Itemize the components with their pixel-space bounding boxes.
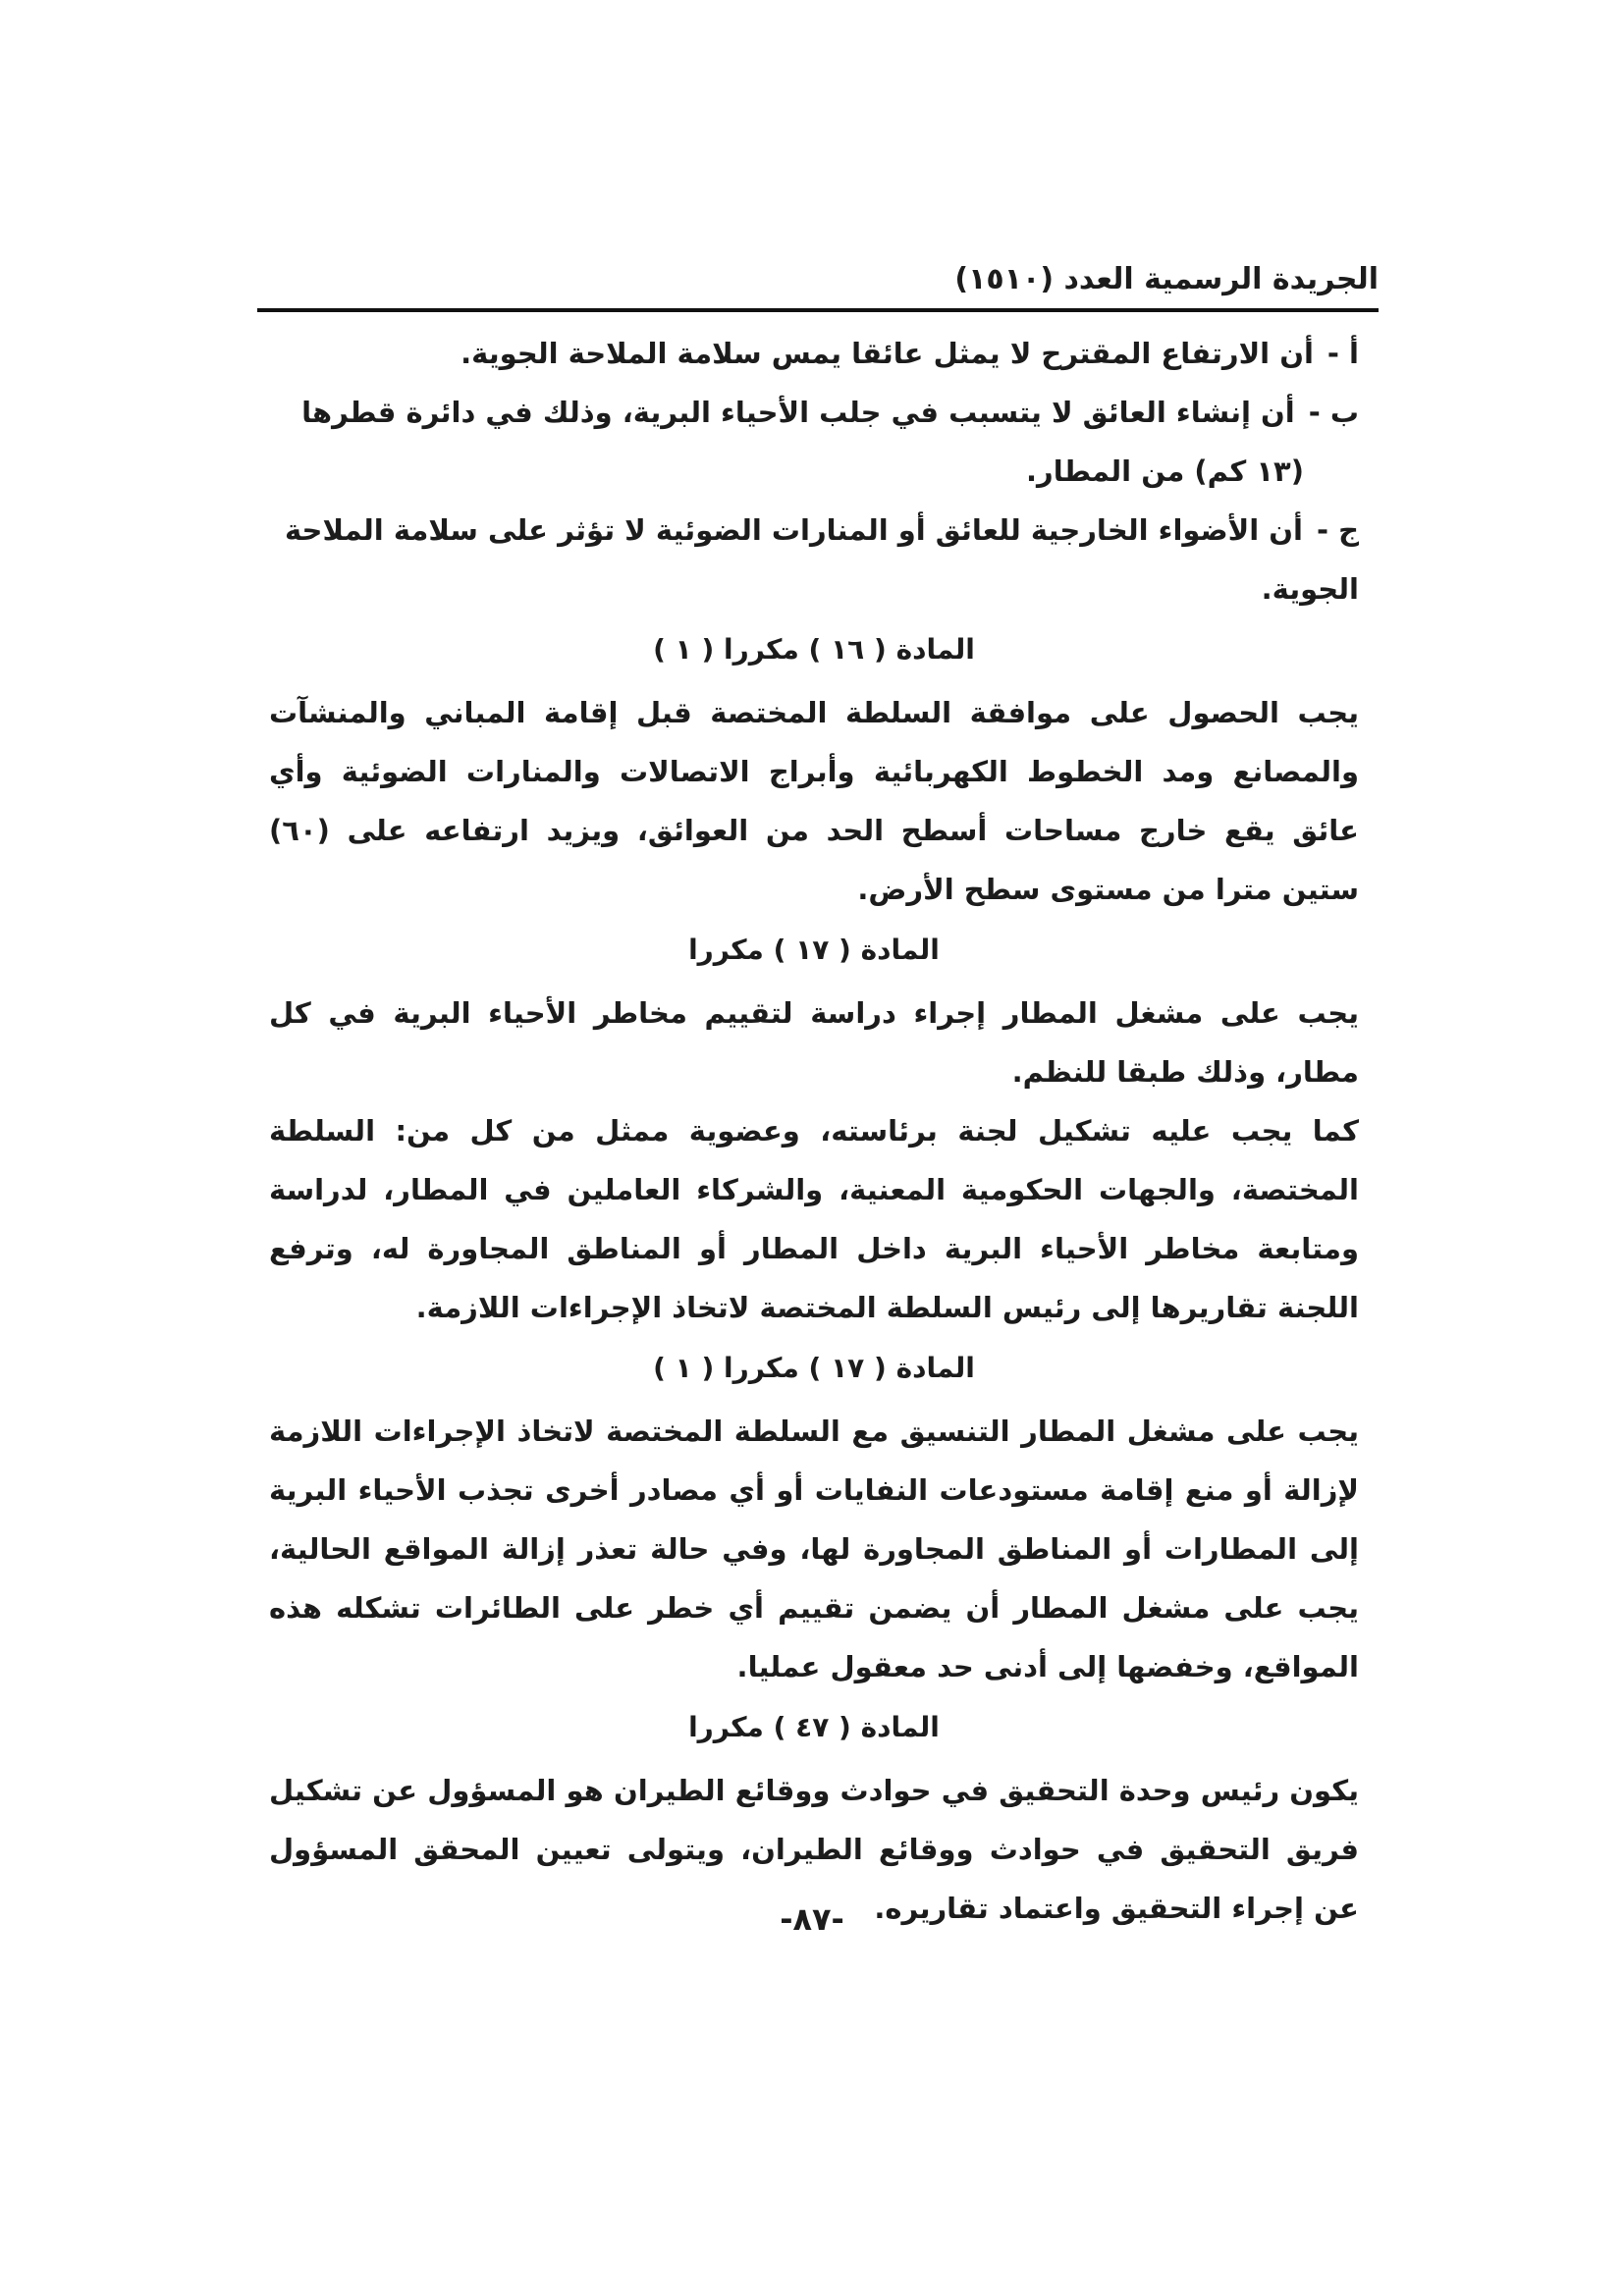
- item-label: ب -: [1308, 396, 1359, 429]
- article-heading: المادة ( ١٧ ) مكررا ( ١ ): [653, 1352, 975, 1384]
- article-paragraph: يكون رئيس وحدة التحقيق في حوادث ووقائع الطيران هو المسؤول عن تشكيل فريق التحقيق في حوادث ووقائع الطيران، ويتولى تعيين المحقق المسؤول عن إجراء التحقيق واعتماد تقاريره.: [269, 1774, 1359, 1925]
- gazette-title: الجريدة الرسمية العدد (١٥١٠): [954, 262, 1379, 296]
- article-heading: المادة ( ٤٧ ) مكررا: [688, 1711, 940, 1743]
- document-body: [269, 324, 1359, 1938]
- article-16-bis-1: [269, 622, 1359, 919]
- header-divider: [257, 308, 1379, 312]
- item-label: ج -: [1316, 513, 1359, 547]
- condition-item-b-continuation: (١٣ كم) من المطار.: [1026, 454, 1304, 488]
- article-17-bis-1: [269, 1341, 1359, 1696]
- condition-item-b: [269, 383, 1359, 442]
- condition-item-a: [269, 324, 1359, 383]
- article-paragraph: يجب الحصول على موافقة السلطة المختصة قبل إقامة المباني والمنشآت والمصانع ومد الخطوط الكهربائية وأبراج الاتصالات والمنارات الضوئية وأي عائق يقع خارج مساحات أسطح الحد من العوائق، ويزيد ارتفاعه على (٦٠) ستين مترا من مستوى سطح الأرض.: [269, 696, 1359, 906]
- item-label: أ -: [1326, 337, 1359, 370]
- page-header: [257, 257, 1379, 312]
- article-heading: المادة ( ١٧ ) مكررا: [688, 934, 940, 966]
- article-paragraph: يجب على مشغل المطار إجراء دراسة لتقييم مخاطر الأحياء البرية في كل مطار، وذلك طبقا للنظم.: [269, 996, 1359, 1089]
- article-17-bis: [269, 923, 1359, 1337]
- article-heading: المادة ( ١٦ ) مكررا ( ١ ): [653, 633, 975, 666]
- article-paragraph: يجب على مشغل المطار التنسيق مع السلطة المختصة لاتخاذ الإجراءات اللازمة لإزالة أو منع إقامة مستودعات النفايات أو أي مصادر أخرى تجذب الأحياء البرية إلى المطارات أو المناطق المجاورة لها، وفي حالة تعذر إزالة المواقع الحالية، يجب على مشغل المطار أن يضمن تقييم أي خطر على الطائرات تشكله هذه المواقع، وخفضها إلى أدنى حد معقول عمليا.: [269, 1415, 1359, 1683]
- item-text: أن الارتفاع المقترح لا يمثل عائقا يمس سلامة الملاحة الجوية.: [460, 337, 1314, 370]
- article-paragraph: كما يجب عليه تشكيل لجنة برئاسته، وعضوية ممثل من كل من: السلطة المختصة، والجهات الحكومية المعنية، والشركاء العاملين في المطار، لدراسة ومتابعة مخاطر الأحياء البرية داخل المطار أو المناطق المجاورة له، وترفع اللجنة تقاريرها إلى رئيس السلطة المختصة لاتخاذ الإجراءات اللازمة.: [269, 1114, 1359, 1324]
- item-text: أن إنشاء العائق لا يتسبب في جلب الأحياء البرية، وذلك في دائرة قطرها: [301, 396, 1295, 429]
- item-text: أن الأضواء الخارجية للعائق أو المنارات الضوئية لا تؤثر على سلامة الملاحة الجوية.: [284, 513, 1359, 606]
- page-number: -٨٧-: [780, 1900, 844, 1938]
- condition-item-c: [269, 501, 1359, 618]
